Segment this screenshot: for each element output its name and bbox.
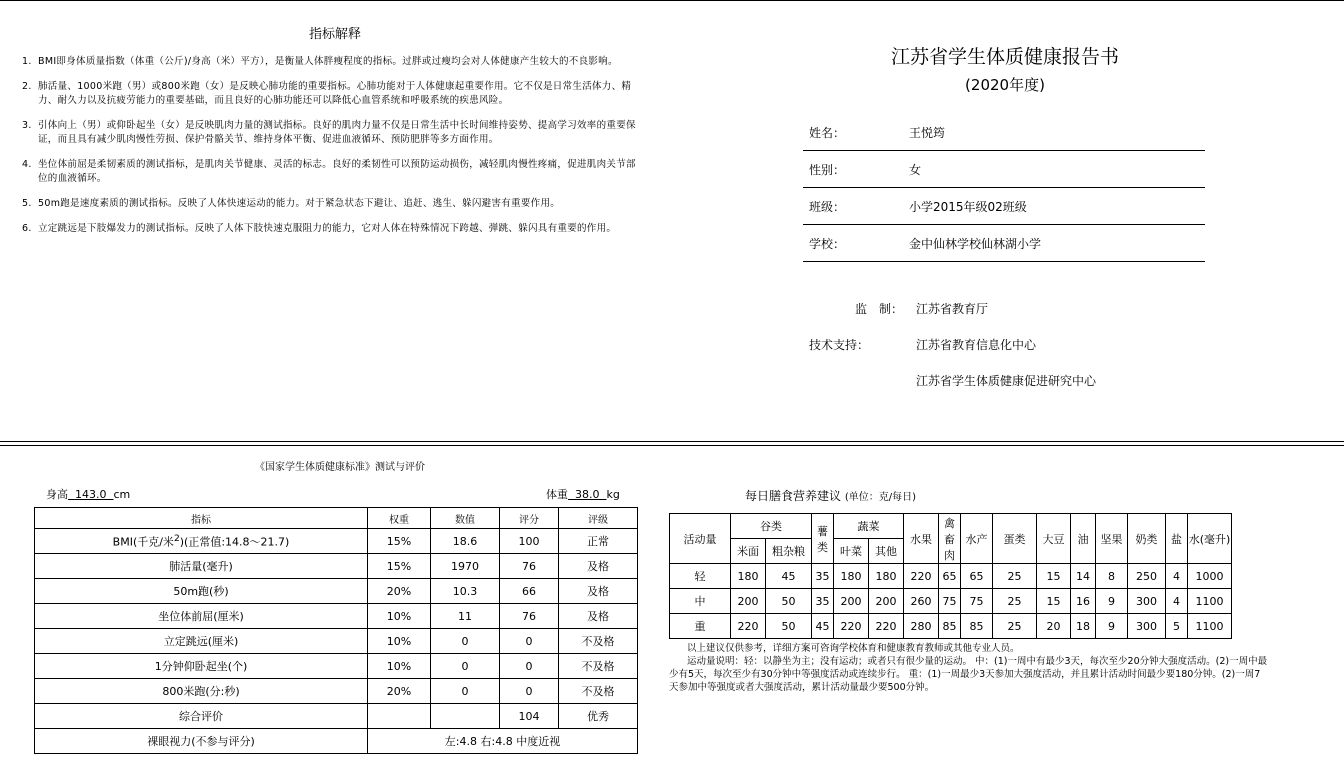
table-row: 肺活量(毫升) 15% 1970 76 及格 xyxy=(35,554,638,579)
height-field: 身高 143.0 cm xyxy=(46,488,131,501)
supervise-value: 江苏省教育厅 xyxy=(916,302,989,316)
info-label: 姓名： xyxy=(809,126,846,140)
index-item: 3. 引体向上（男）或仰卧起坐（女）是反映肌肉力量的测试指标。良好的肌肉力量不仅是日常生活中长时间维持姿势、提高学习效率的重要保证，而且具有减少肌肉慢性劳损、保护骨骼关节、维持身体平衡、促进血液循环、预防肥胖等多方面作用。 xyxy=(22,120,636,145)
divider xyxy=(0,445,1344,446)
header-cell: 评级 xyxy=(559,508,638,529)
tech-value-1: 江苏省教育信息化中心 xyxy=(916,338,1037,352)
nutrition-table xyxy=(669,513,1232,639)
info-row-name xyxy=(803,114,1205,151)
index-item: 1. BMI即身体质量指数（体重（公斤)/身高（米）平方），是衡量人体胖瘦程度的指标。过胖或过瘦均会对人体健康产生较大的不良影响。 xyxy=(22,56,618,67)
standard-title: 《国家学生体质健康标准》测试与评价 xyxy=(255,462,425,473)
info-value: 小学2015年级02班级 xyxy=(909,200,1027,214)
vision-row: 裸眼视力(不参与评分) 左:4.8 右:4.8 中度近视 xyxy=(35,729,638,754)
index-list xyxy=(22,55,642,247)
tech-label: 技术支持： xyxy=(809,338,870,352)
nutrition-notes xyxy=(669,642,1269,694)
info-value: 金中仙林学校仙林湖小学 xyxy=(909,237,1042,251)
info-label: 学校： xyxy=(809,237,846,251)
table-subheader-row: 米面 粗杂粮 叶菜 其他 xyxy=(670,539,1232,564)
table-row: 1分钟仰卧起坐(个) 10% 0 0 不及格 xyxy=(35,654,638,679)
weight-value: 38.0 xyxy=(575,488,600,501)
report-title: 江苏省学生体质健康报告书 xyxy=(890,46,1119,68)
standard-table xyxy=(34,507,638,754)
table-row: 800米跑(分:秒) 20% 0 0 不及格 xyxy=(35,679,638,704)
table-header-row: 活动量 谷类 薯类 蔬菜 水果 禽畜肉 水产 蛋类 大豆 油 坚果 奶类 盐 水(毫升) xyxy=(670,514,1232,539)
header-cell: 评分 xyxy=(500,508,559,529)
vision-value: 左:4.8 右:4.8 中度近视 xyxy=(368,729,638,754)
overall-row: 综合评价 104 优秀 xyxy=(35,704,638,729)
header-cell: 权重 xyxy=(368,508,431,529)
tech-value-2: 江苏省学生体质健康促进研究中心 xyxy=(916,374,1097,388)
nutrition-title: 每日膳食营养建议 (单位：克/每日) xyxy=(745,489,917,503)
supervise-label: 监 制： xyxy=(855,302,904,316)
divider xyxy=(0,441,1344,442)
top-border xyxy=(0,0,1344,1)
table-row: BMI(千克/米$^2$)(正常值:14.8～21.7) 15% 18.6 100 正常 xyxy=(35,529,638,554)
table-row: 中 200 50 35 200 200 260 75 75 25 15 16 9 300 4 1100 xyxy=(670,589,1232,614)
note-activity-levels: 运动量说明：轻：以静坐为主；没有运动；或者只有很少量的运动。 中：(1)一周中有最少3天，每次至少20分钟大强度活动。(2)一周中最少有5天，每次至少有30分钟中等强度活动或连续步行。 重：(1)一周最少3天参加大强度活动，并且累计活动时间最少要180分钟。(2)一周7天参加中等强度或者大强度活动，累计活动量最少要500分钟。 xyxy=(669,656,1268,693)
table-header-row xyxy=(35,508,638,529)
note-disclaimer: 以上建议仅供参考，详细方案可咨询学校体育和健康教育教师或其他专业人员。 xyxy=(687,643,1020,654)
index-item: 5. 50m跑是速度素质的测试指标。反映了人体快速运动的能力。对于紧急状态下避让、追赶、逃生、躲闪避害有重要作用。 xyxy=(22,198,561,209)
report-year: (2020年度) xyxy=(965,76,1045,94)
overall-grade: 优秀 xyxy=(559,704,638,729)
overall-score: 104 xyxy=(500,704,559,729)
header-cell: 指标 xyxy=(35,508,368,529)
index-title: 指标解释 xyxy=(308,27,361,42)
table-row: 立定跳远(厘米) 10% 0 0 不及格 xyxy=(35,629,638,654)
header-cell: 数值 xyxy=(431,508,500,529)
table-row: 坐位体前屈(厘米) 10% 11 76 及格 xyxy=(35,604,638,629)
info-label: 性别： xyxy=(809,163,846,177)
info-row-school xyxy=(803,225,1205,262)
table-row: 50m跑(秒) 20% 10.3 66 及格 xyxy=(35,579,638,604)
index-item: 2. 肺活量、1000米跑（男）或800米跑（女）是反映心肺功能的重要指标。心肺功能对于人体健康起重要作用。它不仅是日常生活体力、精力、耐久力以及抗疲劳能力的重要基础，而且良好的心肺功能还可以降低心血管系统和呼吸系统的疾患风险。 xyxy=(22,81,632,106)
info-row-class xyxy=(803,188,1205,225)
table-row: 重 220 50 45 220 220 280 85 85 25 20 18 9 300 5 1100 xyxy=(670,614,1232,639)
index-item: 4. 坐位体前屈是柔韧素质的测试指标，是肌肉关节健康、灵活的标志。良好的柔韧性可以预防运动损伤，减轻肌肉慢性疼痛，促进肌肉关节部位的血液循环。 xyxy=(22,159,636,184)
bmi-label: BMI(千克/米$^2$)(正常值:14.8～21.7) xyxy=(35,529,368,554)
info-value: 女 xyxy=(909,163,922,177)
table-row: 轻 180 45 35 180 180 220 65 65 25 15 14 8 250 4 1000 xyxy=(670,564,1232,589)
info-value: 王悦筠 xyxy=(909,126,946,140)
info-row-gender xyxy=(803,151,1205,188)
index-item: 6. 立定跳远是下肢爆发力的测试指标。反映了人体下肢快速克服阻力的能力，它对人体在特殊情况下跨越、弹跳、躲闪具有重要的作用。 xyxy=(22,223,617,234)
info-label: 班级： xyxy=(809,200,846,214)
weight-field: 体重 38.0 kg xyxy=(546,488,620,501)
height-value: 143.0 xyxy=(75,488,107,501)
